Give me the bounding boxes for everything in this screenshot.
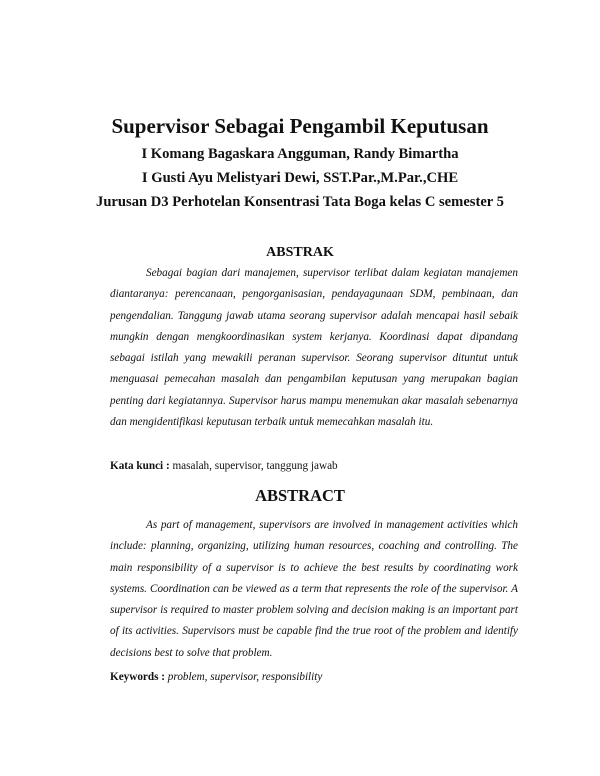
abstrak-keywords-label: Kata kunci : bbox=[110, 460, 170, 472]
abstrak-body: Sebagai bagian dari manajemen, supervisor terlibat dalam kegiatan manajemen diantaranya: perencanaan, pengorganisasian, pendayagunaan SDM, pembinaan, dan pengendalian. Tanggung jawab utama seorang supervisor adalah mencapai hasil sebaik mungkin dengan mengkoordinasikan system kerjanya. Koordinasi dapat dipandang sebagai istilah yang mewakili peranan supervisor. Seorang supervisor dituntut untuk menguasai pemecahan masalah dan pengambilan keputusan yang merupakan bagian penting dari kegiatannya. Supervisor harus mampu menemukan akar masalah sebenarnya dan mengidentifikasi keputusan terbaik untuk memecahkan masalah itu. bbox=[110, 267, 518, 429]
abstract-keywords-values: problem, supervisor, responsibility bbox=[167, 671, 323, 683]
abstract-heading: ABSTRACT bbox=[255, 486, 345, 505]
abstract-keywords bbox=[110, 669, 518, 685]
paper-title: Supervisor Sebagai Pengambil Keputusan bbox=[111, 114, 489, 138]
affiliation: Jurusan D3 Perhotelan Konsentrasi Tata Boga kelas C semester 5 bbox=[96, 194, 504, 210]
author-line-2: I Gusti Ayu Melistyari Dewi, SST.Par.,M.Par.,CHE bbox=[141, 170, 459, 186]
abstrak-heading: ABSTRAK bbox=[266, 245, 334, 260]
author-line-1: I Komang Bagaskara Angguman, Randy Bimartha bbox=[141, 146, 459, 162]
abstrak-keywords bbox=[110, 458, 518, 474]
abstract-keywords-label: Keywords : bbox=[110, 671, 165, 683]
abstract-body: As part of management, supervisors are involved in management activities which include: planning, organizing, utilizing human resources, coaching and controlling. The main responsibility of a supervisor is to achieve the best results by coordinating work systems. Coordination can be viewed as a term that represents the role of the supervisor. A supervisor is required to master problem solving and decision making is an important part of its activities. Supervisors must be capable find the true root of the problem and identify decisions best to solve that problem. bbox=[110, 519, 518, 659]
abstrak-keywords-values: masalah, supervisor, tanggung jawab bbox=[172, 460, 338, 472]
